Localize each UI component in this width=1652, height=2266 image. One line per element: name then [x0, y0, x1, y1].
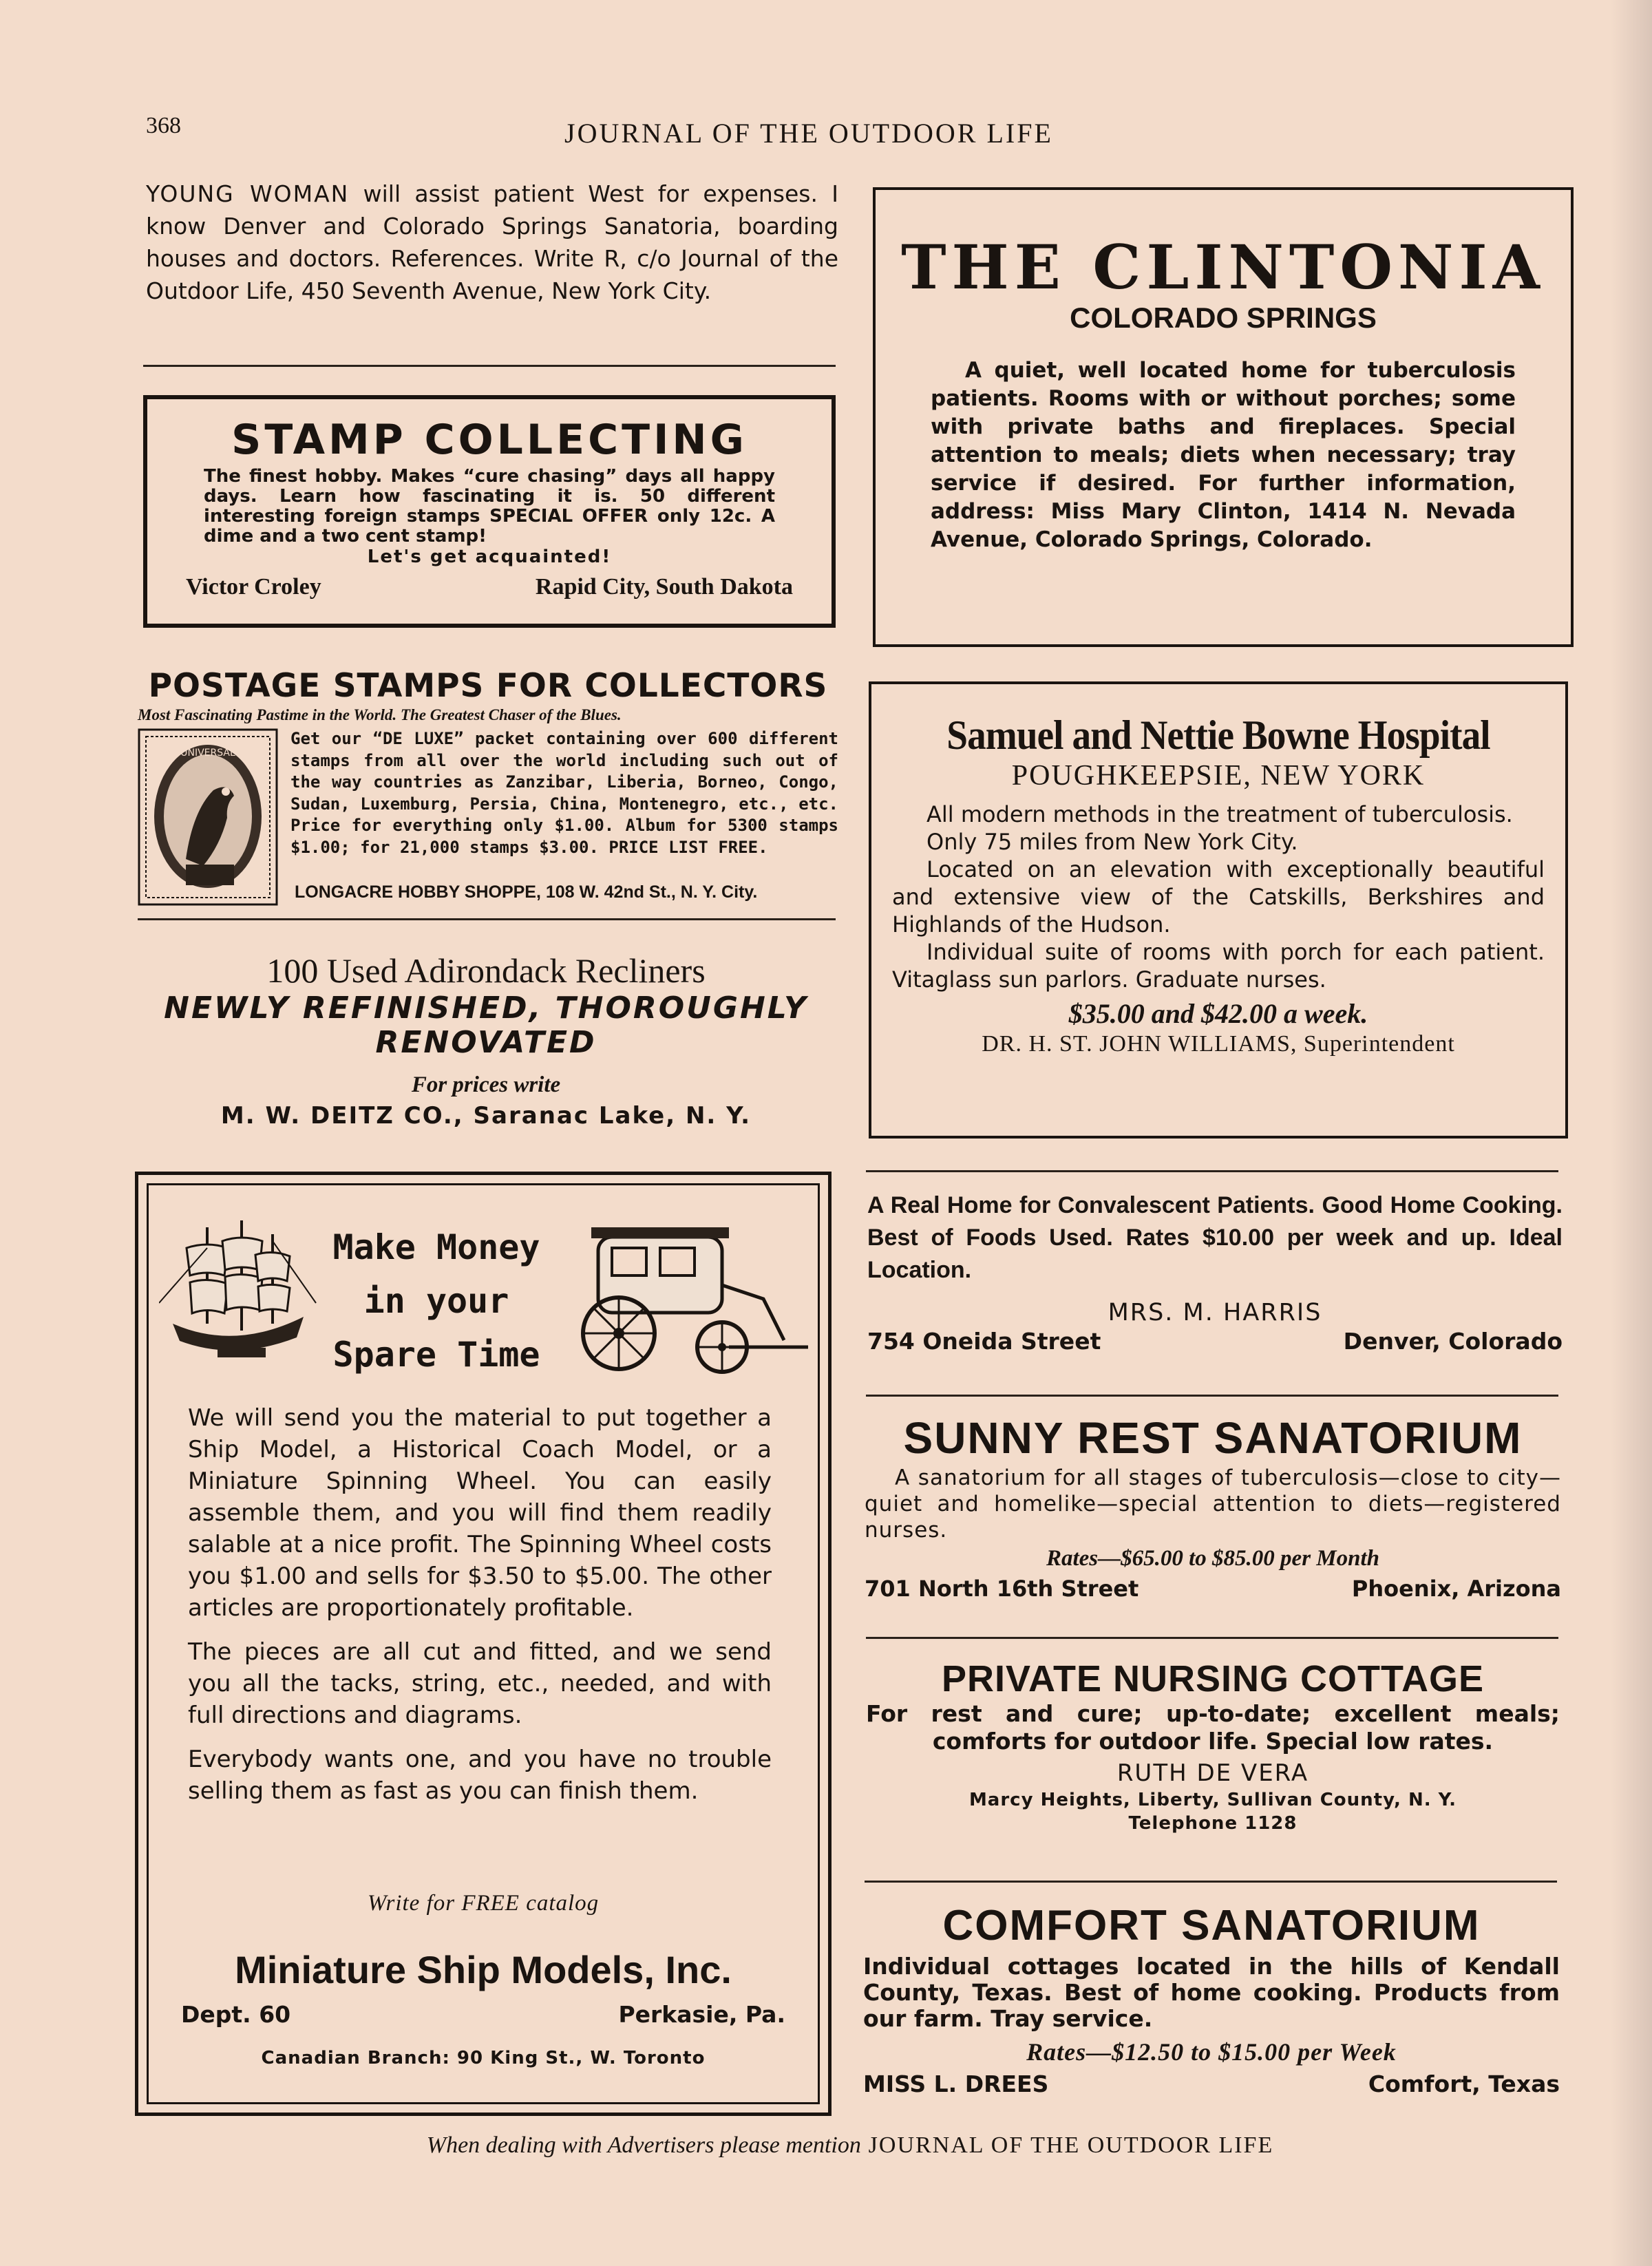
ship-models-para-2: The pieces are all cut and fitted, and we send you all the tacks, string, etc., needed, and with full directions and diagrams. — [188, 1638, 772, 1729]
recliners-subtitle-1: NEWLY REFINISHED, THOROUGHLY — [164, 991, 808, 1026]
young-woman-lead: YOUNG WOMAN — [146, 180, 350, 207]
headline-spare-time: Spare Time — [332, 1335, 540, 1375]
bowne-p3: Located on an elevation with exceptionally beautiful and extensive view of the Catskills, Berkshires and Highlands of the Hudson. — [892, 856, 1545, 938]
sunny-rest-ad — [865, 1412, 1561, 1602]
divider — [143, 365, 836, 367]
clintonia-ad — [873, 187, 1574, 647]
sunny-rest-body: A sanatorium for all stages of tuberculosis—close to city—quiet and homelike—special attention to diets—registered nurses. — [865, 1465, 1561, 1543]
stamp-collecting-name: Victor Croley — [186, 574, 321, 600]
comfort-body: Individual cottages located in the hills of Kendall County, Texas. Best of home cooking. Products from our farm. Tray service. — [863, 1953, 1560, 2032]
comfort-name: MISS L. DREES — [863, 2071, 1049, 2097]
journal-title: JOURNAL OF THE OUTDOOR LIFE — [564, 118, 1053, 149]
ship-models-para-3: Everybody wants one, and you have no trouble selling them as fast as you can finish them. — [188, 1746, 772, 1805]
coach-icon — [564, 1223, 812, 1381]
nursing-cottage-name: RUTH DE VERA — [1116, 1759, 1309, 1787]
footer — [138, 2131, 1563, 2159]
comfort-rates: Rates—$12.50 to $15.00 per Week — [1026, 2038, 1397, 2066]
postage-stamps-address: LONGACRE HOBBY SHOPPE, 108 W. 42nd St., N. Y. City. — [295, 882, 758, 902]
clintonia-city: COLORADO SPRINGS — [1070, 301, 1377, 334]
divider — [866, 1170, 1558, 1172]
nursing-cottage-body: For rest and cure; up-to-date; excellent meals; comforts for outdoor life. Special low rates. — [866, 1700, 1560, 1755]
young-woman-ad — [146, 178, 838, 307]
ship-models-catalog: Write for FREE catalog — [367, 1891, 600, 1916]
recliners-ad — [131, 950, 841, 1130]
bowne-p2: Only 75 miles from New York City. — [926, 829, 1298, 855]
ship-models-company: Miniature Ship Models, Inc. — [235, 1948, 732, 1991]
comfort-city: Comfort, Texas — [1368, 2071, 1560, 2097]
page-number: 368 — [146, 113, 181, 138]
bowne-p4: Individual suite of rooms with porch for each patient. Vitaglass sun parlors. Graduate nurses. — [892, 939, 1545, 993]
page-edge-shadow — [1611, 0, 1652, 2266]
sunny-rest-city: Phoenix, Arizona — [1351, 1576, 1561, 1602]
divider — [866, 1395, 1558, 1397]
clintonia-body: A quiet, well located home for tuberculosis patients. Rooms with or without porches; some with private baths and fireplaces. Special attention to meals; diets when necessary; tray service if desired. For further information, address: Miss Mary Clinton, 1414 N. Nevada Avenue, Colorado Springs, Colorado. — [931, 358, 1516, 552]
harris-street: 754 Oneida Street — [867, 1328, 1101, 1355]
postage-stamps-subtitle: Most Fascinating Pastime in the World. The Greatest Chaser of the Blues. — [138, 706, 622, 723]
recliners-prices: For prices write — [411, 1072, 561, 1097]
ship-models-para-1: We will send you the material to put together a Ship Model, a Historical Coach Model, or a Miniature Spinning Wheel. You can easily assemble them, and you will find them readily salable at a nice profit. The Spinning Wheel costs you $1.00 and sells for $3.50 to $5.00. The other articles are proportionately profitable. — [188, 1404, 772, 1622]
stamp-image — [138, 728, 282, 907]
recliners-title: 100 Used Adirondack Recliners — [266, 951, 706, 990]
harris-body: A Real Home for Convalescent Patients. Good Home Cooking. Best of Foods Used. Rates $10.00 per week and up. Ideal Location. — [867, 1192, 1563, 1283]
divider — [865, 1881, 1557, 1883]
comfort-ad — [863, 1901, 1560, 2097]
nursing-cottage-ad — [865, 1658, 1561, 1834]
ship-models-dept: Dept. 60 — [181, 2001, 291, 2028]
postage-stamps-title: POSTAGE STAMPS FOR COLLECTORS — [148, 667, 828, 705]
comfort-title: COMFORT SANATORIUM — [942, 1902, 1481, 1949]
sunny-rest-street: 701 North 16th Street — [865, 1576, 1139, 1602]
footer-prefix: When dealing with Advertisers please mention — [426, 2132, 861, 2158]
stamp-collecting-location: Rapid City, South Dakota — [535, 574, 793, 600]
bowne-city: POUGHKEEPSIE, NEW YORK — [1011, 760, 1426, 792]
recliners-company: M. W. DEITZ CO., Saranac Lake, N. Y. — [220, 1102, 752, 1130]
bowne-p1: All modern methods in the treatment of tuberculosis. — [926, 801, 1513, 827]
nursing-cottage-title: PRIVATE NURSING COTTAGE — [941, 1658, 1485, 1700]
nursing-cottage-address: Marcy Heights, Liberty, Sullivan County, N. Y. — [968, 1790, 1457, 1810]
headline-make-money: Make Money — [332, 1227, 540, 1267]
stamp-collecting-ad — [143, 395, 836, 628]
recliners-subtitle-2: RENOVATED — [375, 1025, 597, 1060]
nursing-cottage-phone: Telephone 1128 — [1128, 1813, 1298, 1834]
headline-in-your: in your — [363, 1281, 509, 1321]
ship-models-branch: Canadian Branch: 90 King St., W. Toronto — [261, 2048, 706, 2068]
postage-stamps-body: Get our “DE LUXE” packet containing over 600 different stamps from all over the world including such out of the way countries as Zanzibar, Liberia, Borneo, Congo, Sudan, Luxemburg, Persia, China, Montenegro, etc., etc. Price for everything only $1.00. Album for 5300 stamps $1.00; for 21,000 stamps $3.00. PRICE LIST FREE. — [290, 729, 838, 857]
postage-stamps-ad — [138, 668, 838, 907]
young-woman-text: will assist patient West for expenses. I know Denver and Colorado Springs Sanatoria, boarding houses and doctors. References. Write R, c/o Journal of the Outdoor Life, 450 Seventh Avenue, New York City. — [146, 180, 838, 304]
harris-name: MRS. M. HARRIS — [1108, 1299, 1322, 1326]
sunny-rest-rates: Rates—$65.00 to $85.00 per Month — [1046, 1546, 1380, 1571]
clintonia-title: THE CLINTONIA — [901, 231, 1545, 303]
ship-models-location: Perkasie, Pa. — [618, 2001, 785, 2028]
divider — [866, 1637, 1558, 1639]
bowne-superintendent: DR. H. ST. JOHN WILLIAMS, Superintendent — [982, 1031, 1455, 1057]
divider — [138, 918, 836, 920]
bowne-hospital-ad — [869, 681, 1568, 1139]
bowne-rates: $35.00 and $42.00 a week. — [1068, 998, 1368, 1029]
footer-journal: JOURNAL OF THE OUTDOOR LIFE — [868, 2132, 1274, 2158]
harris-ad — [867, 1189, 1563, 1355]
bowne-title: Samuel and Nettie Bowne Hospital — [946, 712, 1490, 758]
stamp-collecting-tagline: Let's get acquainted! — [367, 547, 612, 567]
sunny-rest-title: SUNNY REST SANATORIUM — [903, 1413, 1523, 1463]
stamp-collecting-title: STAMP COLLECTING — [231, 416, 748, 464]
ship-icon — [159, 1220, 317, 1372]
harris-city: Denver, Colorado — [1343, 1328, 1563, 1355]
stamp-collecting-body: The finest hobby. Makes “cure chasing” days all happy days. Learn how fascinating it is. 50 different interesting foreign stamps SPECIAL OFFER only 12c. A dime and a two cent stamp! — [204, 466, 775, 547]
stamp-caption: UNIVERSAL — [180, 748, 235, 759]
ship-models-ad — [135, 1172, 832, 2116]
